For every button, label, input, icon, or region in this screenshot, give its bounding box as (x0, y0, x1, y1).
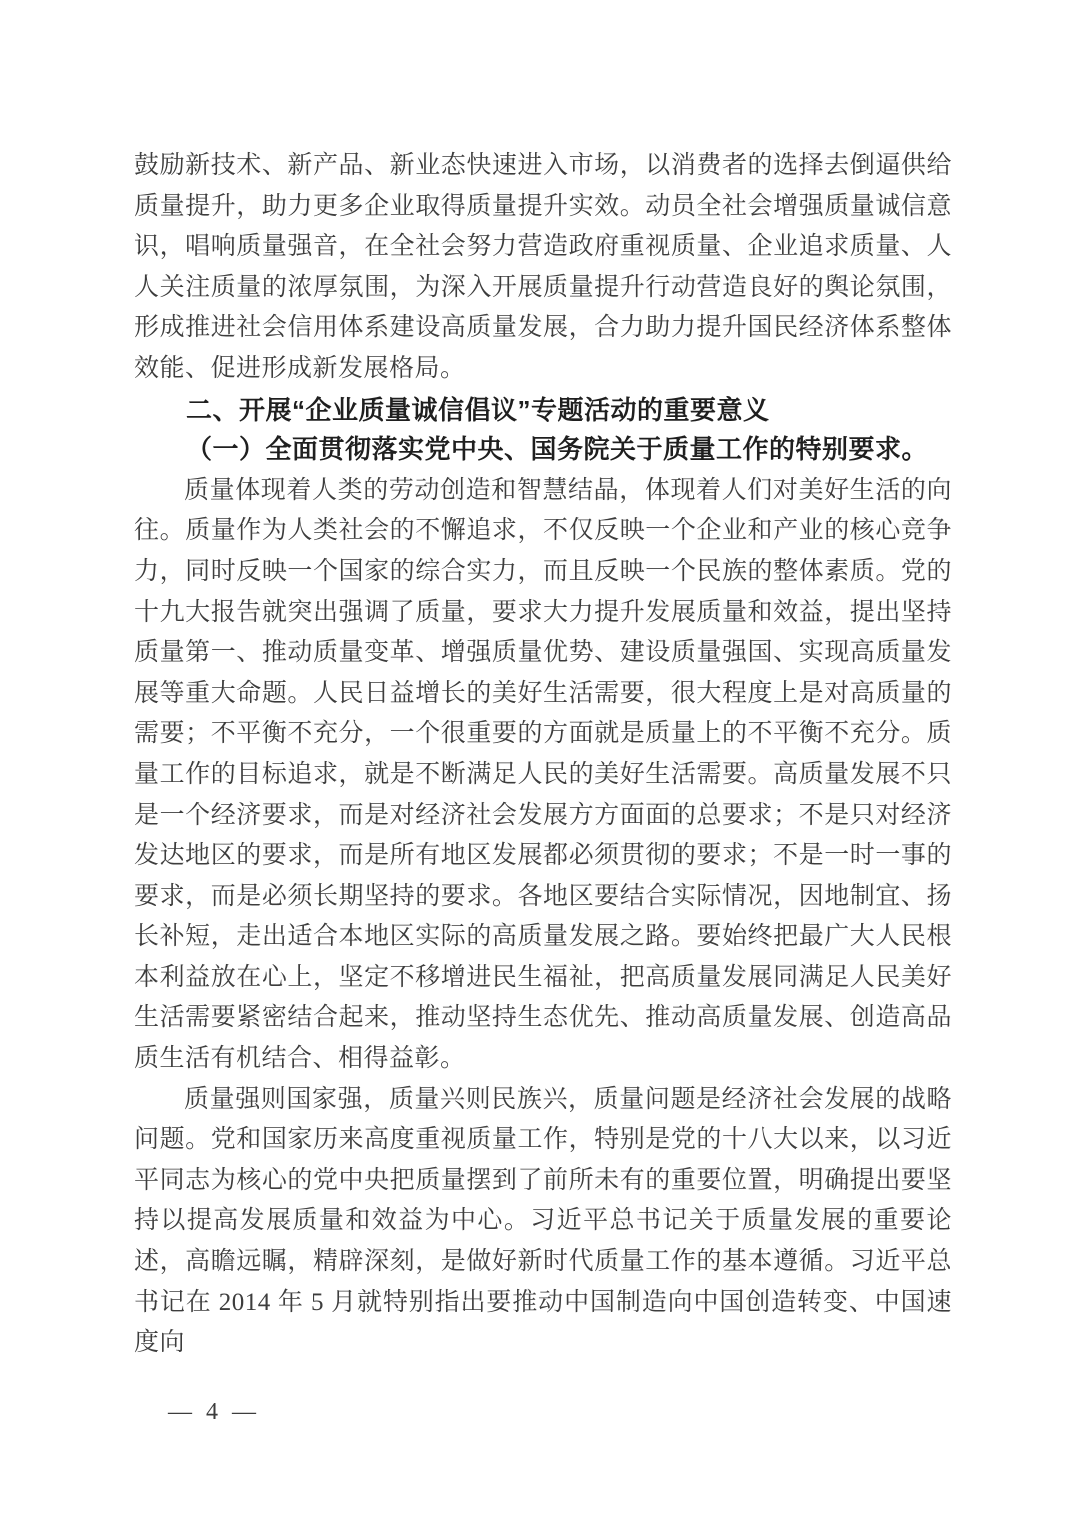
body-paragraph-1: 质量体现着人类的劳动创造和智慧结晶，体现着人们对美好生活的向往。质量作为人类社会的不懈追求，不仅反映一个企业和产业的核心竞争力，同时反映一个国家的综合实力，而且反映一个民族的整体素质。党的十九大报告就突出强调了质量，要求大力提升发展质量和效益，提出坚持质量第一、推动质量变革、增强质量优势、建设质量强国、实现高质量发展等重大命题。人民日益增长的美好生活需要，很大程度上是对高质量的需要；不平衡不充分，一个很重要的方面就是质量上的不平衡不充分。质量工作的目标追求，就是不断满足人民的美好生活需要。高质量发展不只是一个经济要求，而是对经济社会发展方方面面的总要求；不是只对经济发达地区的要求，而是所有地区发展都必须贯彻的要求；不是一时一事的要求，而是必须长期坚持的要求。各地区要结合实际情况，因地制宜、扬长补短，走出适合本地区实际的高质量发展之路。要始终把最广大人民根本利益放在心上，坚定不移增进民生福祉，把高质量发展同满足人民美好生活需要紧密结合起来，推动坚持生态优先、推动高质量发展、创造高品质生活有机结合、相得益彰。 (134, 476, 952, 1073)
section-heading: 二、开展“企业质量诚信倡议”专题活动的重要意义 (186, 394, 770, 425)
continuation-paragraph: 鼓励新技术、新产品、新业态快速进入市场，以消费者的选择去倒逼供给质量提升，助力更多企业取得质量提升实效。动员全社会增强质量诚信意识，唱响质量强音，在全社会努力营造政府重视质量、企业追求质量、人人关注质量的浓厚氛围，为深入开展质量提升行动营造良好的舆论氛围，形成推进社会信用体系建设高质量发展，合力助力提升国民经济体系整体效能、促进形成新发展格局。 (134, 152, 952, 382)
document-content (134, 146, 952, 1364)
page-number: — 4 — (168, 1399, 260, 1425)
body-paragraph-2: 质量强则国家强，质量兴则民族兴，质量问题是经济社会发展的战略问题。党和国家历来高度重视质量工作，特别是党的十八大以来，以习近平同志为核心的党中央把质量摆到了前所未有的重要位置，明确提出要坚持以提高发展质量和效益为中心。习近平总书记关于质量发展的重要论述，高瞻远瞩，精辟深刻，是做好新时代质量工作的基本遵循。习近平总书记在 2014 年 5 月就特别指出要推动中国制造向中国创造转变、中国速度向 (134, 1085, 952, 1357)
subsection-heading: （一）全面贯彻落实党中央、国务院关于质量工作的特别要求。 (186, 435, 929, 465)
